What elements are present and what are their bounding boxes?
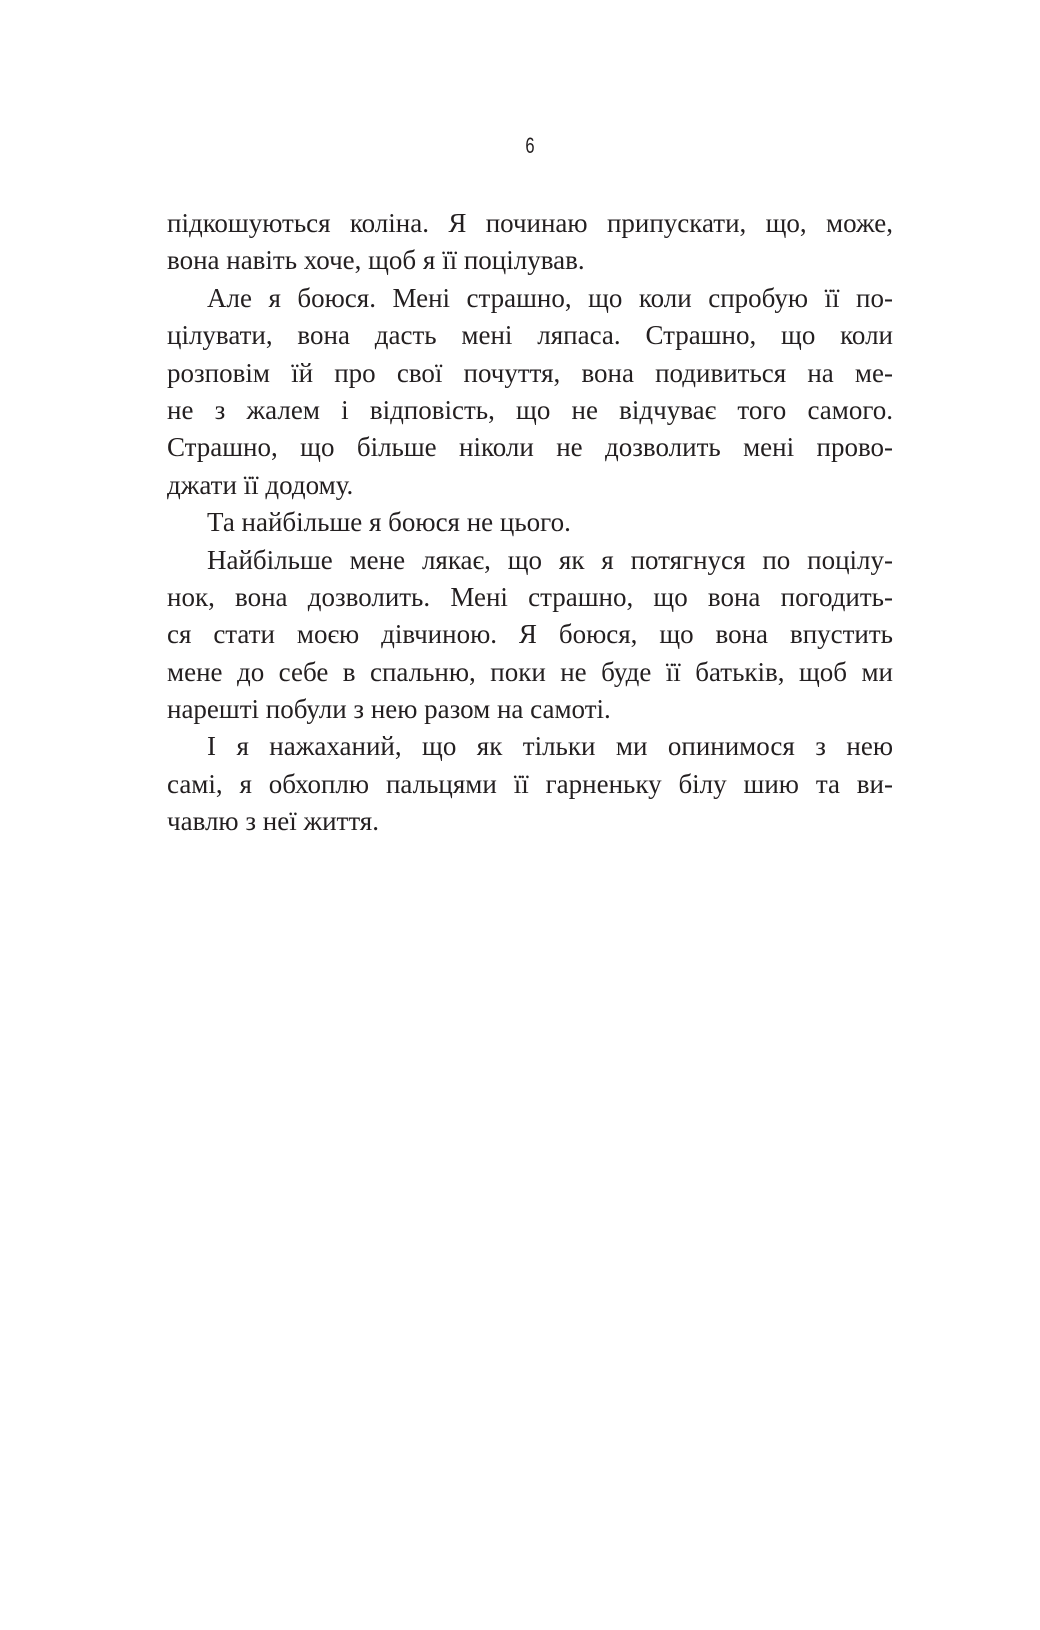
text-line: мене до себе в спальню, поки не буде її батьків, щоб ми [167, 656, 893, 687]
text-line: чавлю з неї життя. [167, 806, 379, 837]
text-line: Найбільше мене лякає, що як я потягнуся по поцілу- [207, 544, 893, 575]
text-line: нарешті побули з нею разом на самоті. [167, 694, 611, 725]
paragraph [167, 205, 893, 280]
paragraph [167, 504, 893, 541]
text-line: ся стати моєю дівчиною. Я боюся, що вона впустить [167, 619, 893, 650]
text-line: розповім їй про свої почуття, вона подивиться на ме- [167, 357, 893, 388]
text-line: нок, вона дозволить. Мені страшно, що вона погодить- [167, 581, 893, 612]
text-line: самі, я обхоплю пальцями її гарненьку білу шию та ви- [167, 768, 893, 799]
paragraph [167, 542, 893, 729]
text-line: вона навіть хоче, щоб я її поцілував. [167, 245, 585, 276]
body-text [167, 205, 893, 841]
text-line: І я нажаханий, що як тільки ми опинимося з нею [207, 731, 893, 762]
text-line: підкошуються коліна. Я починаю припускати, що, може, [167, 208, 893, 238]
text-line: джати її додому. [167, 469, 354, 500]
paragraph [167, 280, 893, 504]
text-line: Та найбільше я боюся не цього. [207, 507, 571, 538]
text-line: цілувати, вона дасть мені ляпаса. Страшно, що коли [167, 320, 893, 351]
paragraph [167, 728, 893, 840]
text-line: Але я боюся. Мені страшно, що коли спробую її по- [207, 282, 893, 313]
page-number: 6 [525, 133, 535, 158]
text-line: Страшно, що більше ніколи не дозволить мені прово- [167, 432, 893, 463]
text-line: не з жалем і відповість, що не відчуває того самого. [167, 394, 893, 425]
